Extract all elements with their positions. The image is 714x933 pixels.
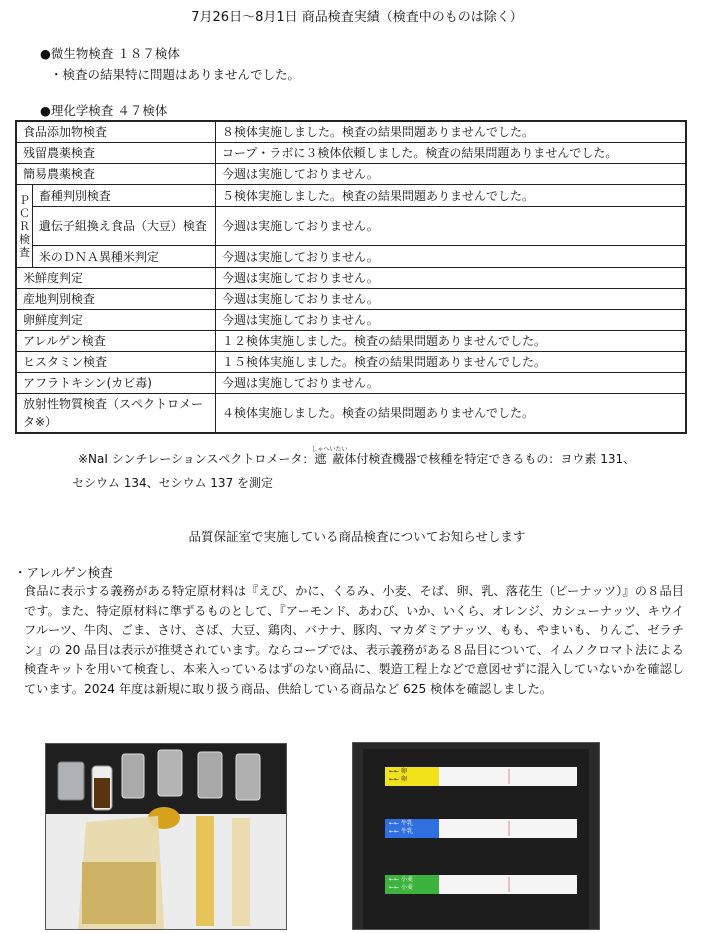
table-row	[16, 164, 686, 185]
notice-title: 品質保証室で実施している商品検査についてお知らせします	[188, 529, 526, 544]
strip-label-wheat	[389, 876, 413, 892]
strip-label: ←← 卵	[389, 776, 407, 783]
test-result: 今週は実施しておりません。	[216, 164, 687, 185]
test-name: 畜種判別検査	[32, 185, 215, 207]
page-title: 7月26日～8月1日 商品検査実績（検査中のものは除く）	[191, 10, 523, 25]
test-name: 遺伝子組換え食品（大豆）検査	[32, 207, 215, 246]
pcr-group-label	[16, 185, 32, 268]
table-row	[16, 331, 686, 352]
test-name: 卵鮮度判定	[16, 310, 216, 331]
test-result: 今週は実施しておりません。	[216, 310, 687, 331]
table-row	[16, 310, 686, 331]
table-row	[16, 289, 686, 310]
table-row	[16, 268, 686, 289]
strip-label: ←← 小麦	[389, 884, 413, 891]
table-row	[16, 352, 686, 373]
footnote-ruby	[311, 446, 348, 466]
table-row	[16, 394, 686, 434]
test-result: 今週は実施しておりません。	[216, 268, 687, 289]
test-name: 米のＤＮＡ異種米判定	[32, 246, 215, 268]
ruby-text: しゃへいたい	[311, 446, 348, 453]
test-result: 今週は実施しておりません。	[216, 289, 687, 310]
strip-label: ←← 牛乳	[389, 820, 413, 827]
strip-label-egg	[389, 768, 407, 784]
test-result: 今週は実施しておりません。	[216, 373, 687, 394]
test-strip-photo	[352, 742, 600, 930]
footnote-line2: セシウム 134、セシウム 137 を測定	[72, 476, 274, 490]
footnote-text-b: 体付検査機器で核種を特定できるもの：ヨウ素 131、	[344, 452, 636, 466]
test-name: ヒスタミン検査	[16, 352, 216, 373]
test-name: 食品添加物検査	[16, 121, 216, 143]
test-name: アレルゲン検査	[16, 331, 216, 352]
test-result: 今週は実施しておりません。	[216, 246, 687, 268]
equipment-photo-art	[46, 744, 286, 929]
table-row	[16, 207, 686, 246]
pcr-char: Ｐ	[18, 193, 30, 207]
strip-label: ←← 牛乳	[389, 828, 413, 835]
table-row	[16, 143, 686, 164]
test-name: アフラトキシン(カビ毒)	[16, 373, 216, 394]
table-row	[16, 246, 686, 268]
allergen-body: 食品に表示する義務がある特定原材料は『えび、かに、くるみ、小麦、そば、卵、乳、落花生（ピーナッツ）』の８品目です。また、特定原材料に準ずるものとして、『アーモンド、あわび、いか、いくら、オレンジ、カシューナッツ、キウイフルーツ、牛肉、ごま、さけ、さば、大豆、鶏肉、バナナ、豚肉、マカダミアナッツ、もも、やまいも、りんご、ゼラチン』の 20 品目は表示が推奨されています。ならコープでは、表示義務がある８品目について、イムノクロマト法による検査キットを用いて検査し、本来入っているはずのない商品に、製造工程上などで意図せずに混入していないかを確認しています。2024 年度は新規に取り扱う商品、供給している商品など 625 検体を確認しました。	[24, 584, 684, 696]
table-row	[16, 185, 686, 207]
pcr-char: 査	[18, 245, 30, 259]
test-name: 米鮮度判定	[16, 268, 216, 289]
footnote-line1	[78, 446, 635, 467]
test-result: ８検体実施しました。検査の結果問題ありませんでした。	[216, 121, 687, 143]
test-result: １５検体実施しました。検査の結果問題ありませんでした。	[216, 352, 687, 373]
pcr-char: Ｒ	[18, 219, 30, 233]
pcr-char: Ｃ	[18, 206, 30, 220]
test-name: 放射性物質検査（スペクトロメータ※）	[16, 394, 216, 434]
microbio-heading: ●微生物検査 １８７検体	[40, 46, 180, 61]
footnote-text-a: ※NaI シンチレーションスペクトロメータ：	[78, 452, 315, 466]
test-name: 残留農薬検査	[16, 143, 216, 164]
physchem-heading: ●理化学検査 ４７検体	[40, 103, 168, 118]
strip-label: ←← 卵	[389, 768, 407, 775]
test-name: 産地判別検査	[16, 289, 216, 310]
table-row	[16, 373, 686, 394]
test-result: ５検体実施しました。検査の結果問題ありませんでした。	[216, 185, 687, 207]
strip-label: ←← 小麦	[389, 876, 413, 883]
equipment-photo	[45, 743, 287, 930]
test-result: コープ・ラボに３検体依頼しました。検査の結果問題ありませんでした。	[216, 143, 687, 164]
test-result: ４検体実施しました。検査の結果問題ありませんでした。	[216, 394, 687, 434]
table-row	[16, 121, 686, 143]
strip-label-milk	[389, 820, 413, 836]
test-result: １２検体実施しました。検査の結果問題ありませんでした。	[216, 331, 687, 352]
results-table	[15, 120, 687, 434]
test-result: 今週は実施しておりません。	[216, 207, 687, 246]
microbio-result: ・検査の結果特に問題はありませんでした。	[50, 67, 301, 82]
allergen-heading: ・アレルゲン検査	[14, 565, 113, 580]
ruby-base: 遮蔽	[311, 452, 348, 466]
test-name: 簡易農薬検査	[16, 164, 216, 185]
pcr-char: 検	[18, 232, 30, 246]
